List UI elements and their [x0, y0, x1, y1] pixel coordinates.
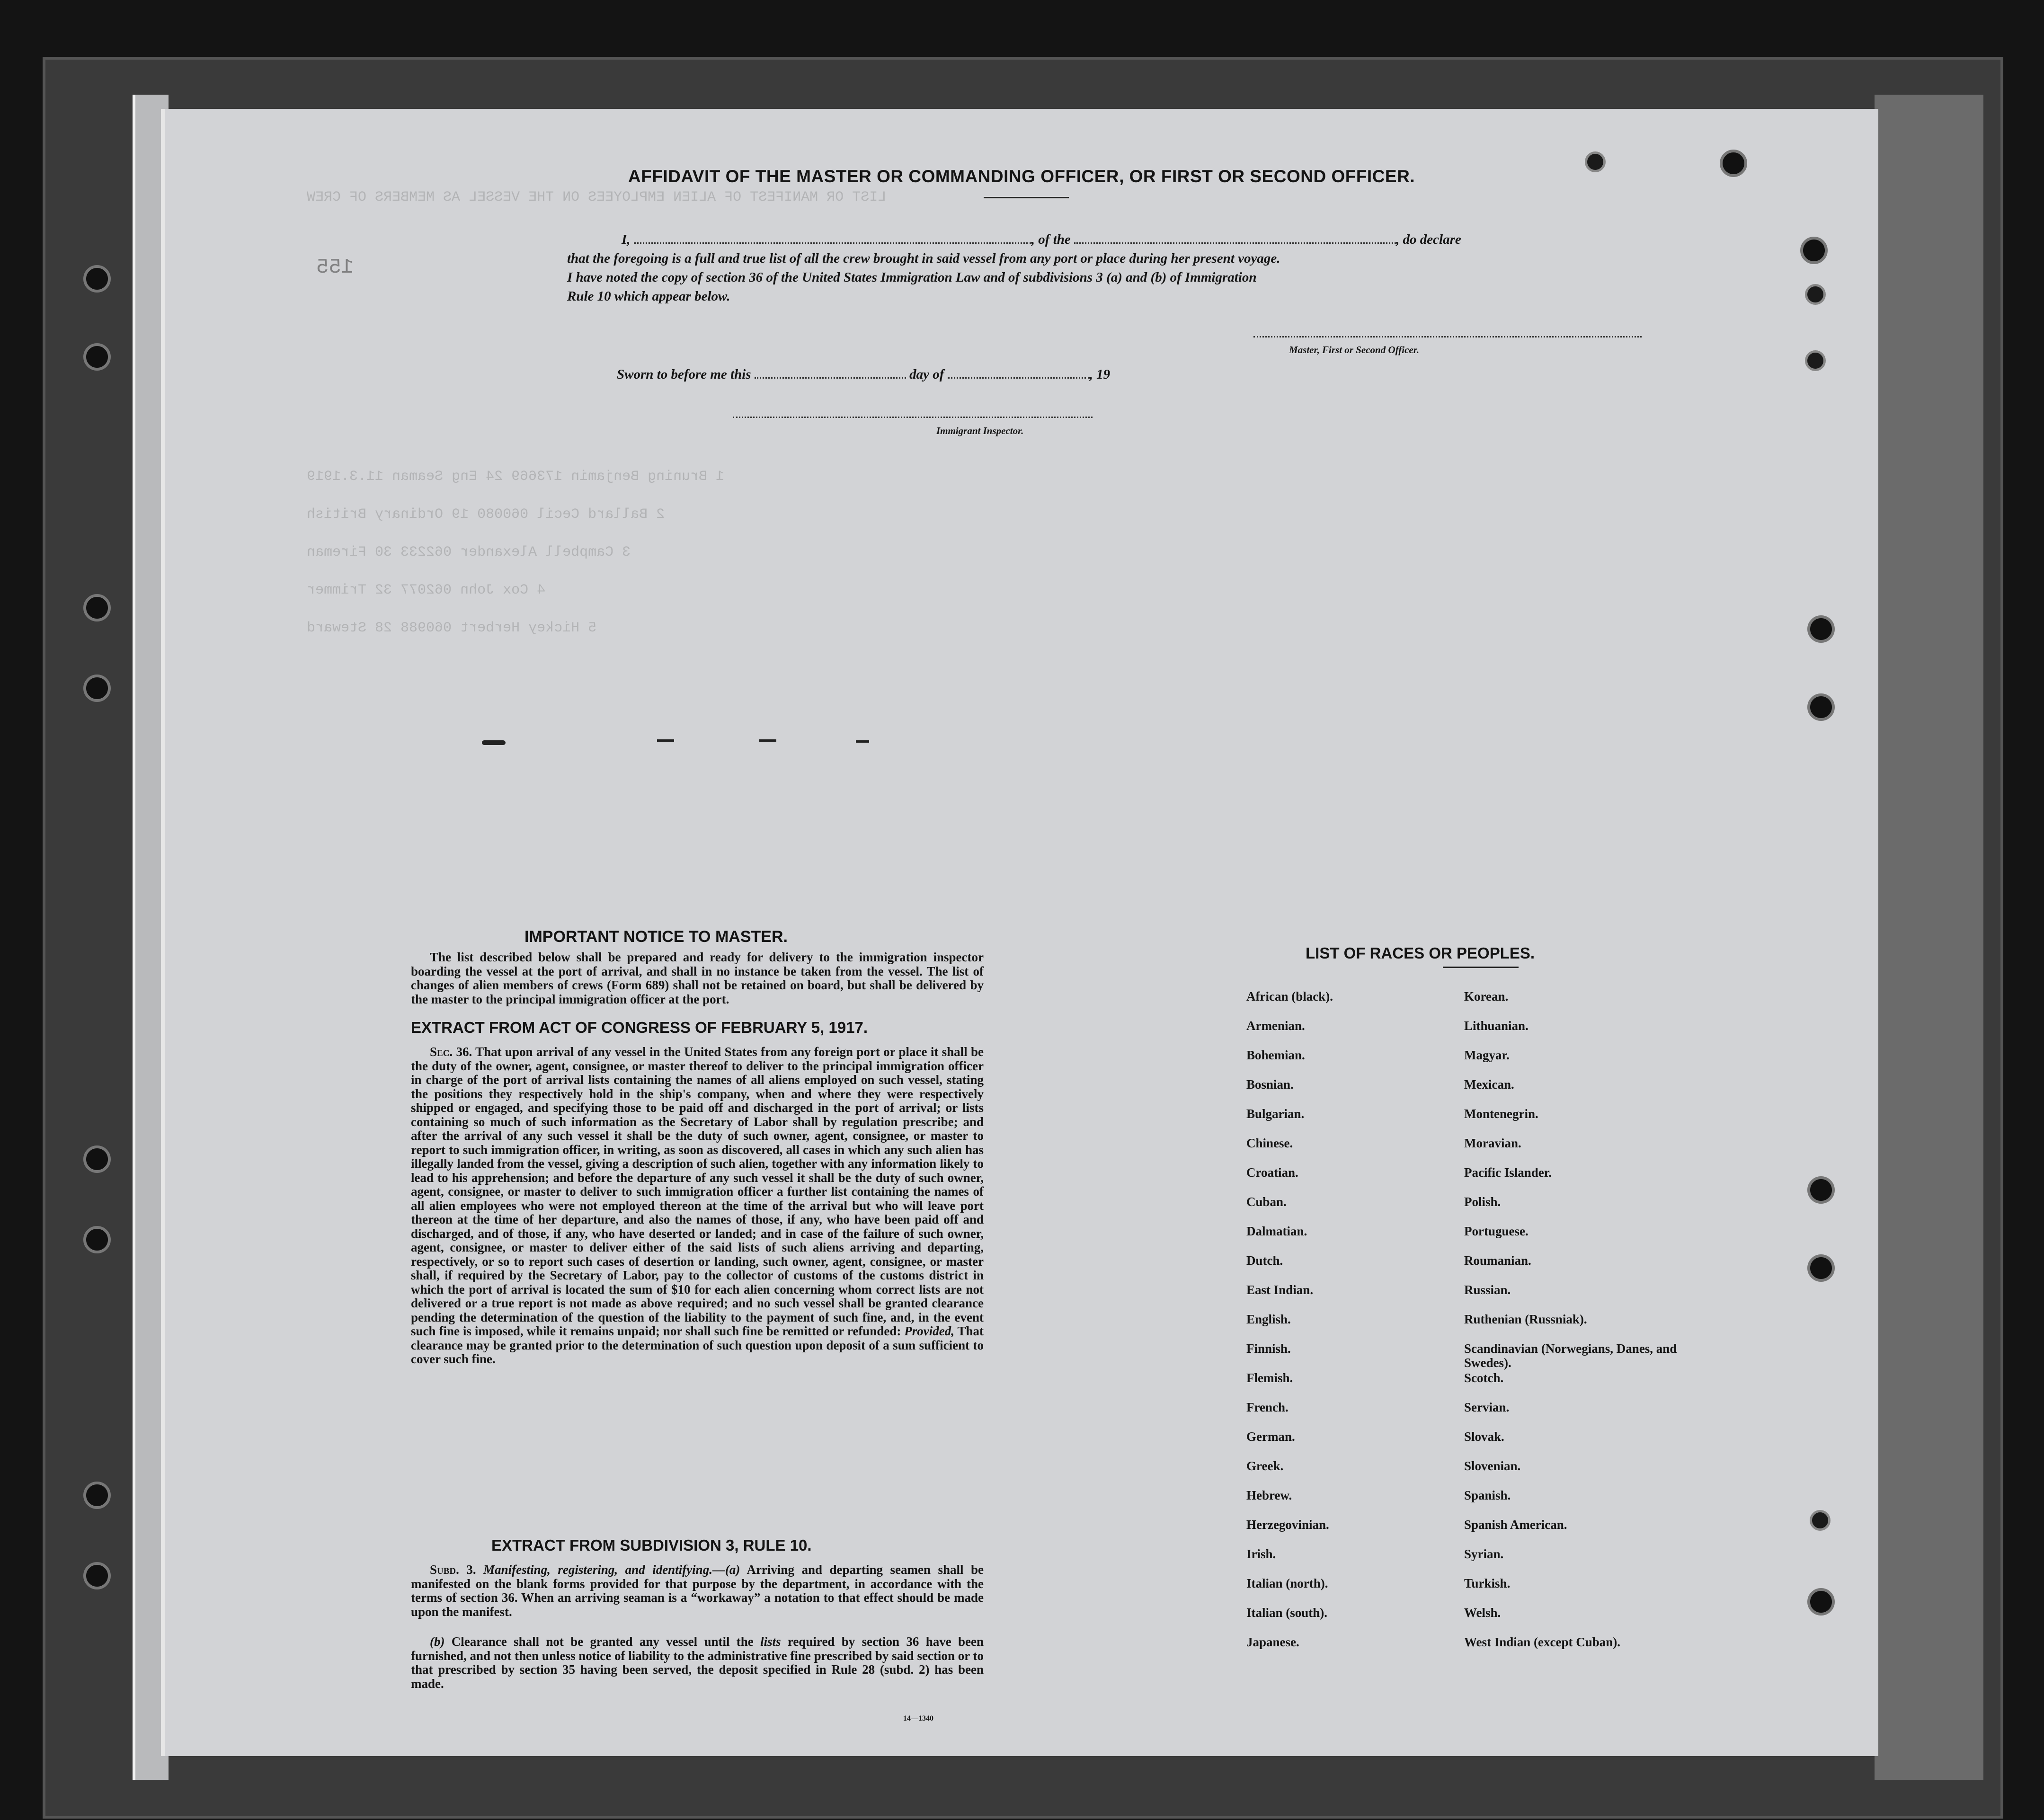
notice-text: The list described below shall be prepared and ready for delivery to the immigration inspector boarding the vessel at the port of arrival, and shall in no instance be taken from the vessel. The list of changes of alien members of crews (Form 689) shall not be retained on board, but shall be delivered by the master to the principal immigration officer at the port.: [411, 950, 984, 1006]
race-item: Spanish.: [1464, 1488, 1511, 1502]
stamp-number: 155: [316, 256, 354, 279]
punch-hole-icon: [1807, 693, 1835, 721]
punch-hole-icon: [1807, 1254, 1835, 1282]
race-item: Scandinavian (Norwegians, Danes, and Swedes).: [1464, 1341, 1677, 1370]
extract-act-text: [411, 1045, 984, 1367]
inspector-signature-line[interactable]: [733, 417, 1093, 418]
subdivision-a-text: [411, 1563, 984, 1619]
binder-hole-icon: [83, 594, 111, 621]
ink-mark: [482, 740, 506, 745]
race-item: Irish.: [1246, 1547, 1276, 1561]
punch-hole-icon: [1810, 1510, 1831, 1531]
race-item: French.: [1246, 1400, 1289, 1414]
ink-mark: [759, 739, 776, 742]
race-item: Dalmatian.: [1246, 1224, 1307, 1238]
race-item: Syrian.: [1464, 1547, 1504, 1561]
affidavit-line-2: that the foregoing is a full and true list of all the crew brought in said vessel from any port or place during her present voyage.: [567, 251, 1280, 266]
race-item: Magyar.: [1464, 1048, 1510, 1062]
punch-hole-icon: [1805, 350, 1826, 371]
subd-b-text-1: Clearance shall not be granted any vessel until the: [451, 1634, 754, 1649]
affidavit-title: AFFIDAVIT OF THE MASTER OR COMMANDING OFFICER, OR FIRST OR SECOND OFFICER.: [628, 167, 1415, 186]
extract-act-title: EXTRACT FROM ACT OF CONGRESS OF FEBRUARY 5, 1917.: [411, 1019, 868, 1036]
binder-hole-icon: [83, 343, 111, 371]
provided-text: Provided,: [904, 1324, 955, 1338]
section-36-text: That upon arrival of any vessel in the United States from any foreign port or place it shall be the duty of the owner, agent, consignee, or master thereof to deliver to the principal immigration officer in charge of the port of arrival lists containing the names of all aliens employed on such vessel, stating the positions they respectively hold in the ship's company, when and where they were respectively shipped or engaged, and specifying those to be paid off and discharged in the port of arrival; or lists containing so much of such information as the Secretary of Labor shall by regulation prescribe; and after the arrival of any such vessel it shall be the duty of such owner, agent, consignee, or master to report to such immigration officer, in writing, as soon as discovered, all cases in which any such alien has illegally landed from the vessel, giving a description of such alien, together with any information likely to lead to his apprehension; and before the departure of any such vessel it shall be the duty of such owner, agent, consignee, or master to deliver to such immigration officer a further list containing the names of all alien employees who were not employed thereon at the time of the arrival but who will leave port thereon at the time of her departure, and also the names of those, if any, who have been paid off and discharged, and of those, if any, who have deserted or landed; and in case of the failure of such owner, agent, consignee, or master to deliver either of the said lists of such aliens arriving and departing, respectively, or so to report such cases of desertion or landing, such owner, agent, consignee, or master shall, if required by the Secretary of Labor, pay to the collector of customs of the customs district in which the port of arrival is located the sum of $10 for each alien concerning whom correct lists are not delivered or a true report is not made as above required; and no such vessel shall be granted clearance pending the determination of the question of the liability to the payment of such fine, and, in the event such fine is imposed, while it remains unpaid; nor shall such fine be remitted or refunded:: [411, 1045, 984, 1338]
race-item: Bohemian.: [1246, 1048, 1305, 1062]
bleed-through-row: 2 Ballard Cecil 060080 19 Ordinary British: [307, 506, 665, 523]
punch-hole-icon: [1807, 615, 1835, 643]
declarant-name-field[interactable]: [634, 242, 1031, 244]
sworn-label: Sworn to before me this: [617, 367, 751, 382]
race-item: Servian.: [1464, 1400, 1510, 1414]
ink-mark: [856, 740, 869, 743]
subd-heading: Manifesting, registering, and identifying.—(a): [483, 1563, 740, 1577]
notice-title: IMPORTANT NOTICE TO MASTER.: [524, 928, 788, 946]
document-page: [161, 109, 1878, 1756]
bleed-through-text: LIST OR MANIFEST OF ALIEN EMPLOYEES ON THE VESSEL AS MEMBERS OF CREW: [307, 189, 887, 205]
race-item: Scotch.: [1464, 1371, 1504, 1385]
form-number: 14—1340: [903, 1714, 933, 1722]
race-item: Spanish American.: [1464, 1518, 1567, 1532]
race-item: Japanese.: [1246, 1635, 1299, 1649]
races-title: LIST OF RACES OR PEOPLES.: [1306, 944, 1535, 962]
of-the-label: , of the: [1031, 232, 1071, 247]
race-item: Cuban.: [1246, 1195, 1287, 1209]
race-item: Welsh.: [1464, 1606, 1501, 1620]
race-item: Roumanian.: [1464, 1253, 1531, 1268]
race-item: Bosnian.: [1246, 1077, 1294, 1092]
race-item: Portuguese.: [1464, 1224, 1529, 1238]
race-item: German.: [1246, 1429, 1295, 1444]
race-item: Chinese.: [1246, 1136, 1293, 1150]
race-item: East Indian.: [1246, 1283, 1314, 1297]
race-item: Turkish.: [1464, 1576, 1511, 1590]
race-item: Italian (south).: [1246, 1606, 1328, 1620]
race-item: Slovenian.: [1464, 1459, 1521, 1473]
year-label: , 19: [1089, 367, 1111, 382]
master-caption: Master, First or Second Officer.: [1289, 344, 1419, 355]
punch-hole-icon: [1800, 237, 1828, 264]
binder-hole-icon: [83, 1562, 111, 1589]
binder-hole-icon: [83, 1226, 111, 1253]
race-item: Greek.: [1246, 1459, 1284, 1473]
ink-mark: [657, 739, 674, 742]
affidavit-line-4: Rule 10 which appear below.: [567, 289, 730, 304]
subd-b-label: (b): [430, 1634, 445, 1649]
race-item: Pacific Islander.: [1464, 1165, 1552, 1180]
bleed-through-row: 4 Cox John 062077 32 Trimmer: [307, 582, 546, 598]
race-item: Mexican.: [1464, 1077, 1514, 1092]
race-item: Dutch.: [1246, 1253, 1283, 1268]
race-item: Bulgarian.: [1246, 1107, 1305, 1121]
subd-a-text: Arriving and departing seamen shall be manifested on the blank forms provided for that purpose by the department, in accordance with the terms of section 36. When an arriving seaman is a “workaway” a notation to that effect should be made upon the manifest.: [411, 1563, 984, 1619]
sworn-day-field[interactable]: [755, 377, 906, 379]
race-item: Moravian.: [1464, 1136, 1521, 1150]
race-item: Polish.: [1464, 1195, 1501, 1209]
race-item: Slovak.: [1464, 1429, 1504, 1444]
extract-rule-title: EXTRACT FROM SUBDIVISION 3, RULE 10.: [491, 1536, 812, 1554]
master-signature-line[interactable]: [1253, 336, 1642, 337]
punch-hole-icon: [1807, 1176, 1835, 1204]
race-item: Montenegrin.: [1464, 1107, 1538, 1121]
scan-shadow: [1875, 95, 1983, 1780]
race-item: West Indian (except Cuban).: [1464, 1635, 1621, 1649]
race-item: Flemish.: [1246, 1371, 1293, 1385]
binder-hole-icon: [83, 265, 111, 293]
binder-hole-icon: [83, 1482, 111, 1509]
punch-hole-icon: [1807, 1588, 1835, 1616]
vessel-name-field[interactable]: [1074, 242, 1396, 244]
subd-b-text-2: required by section 36 have been furnished, and not then unless notice of liability to the administrative fine prescribed by said section or to that prescribed by section 35 having been served, the deposit specified in Rule 28 (subd. 2) has been made.: [411, 1634, 984, 1691]
day-of-label: day of: [909, 367, 944, 382]
race-item: Italian (north).: [1246, 1576, 1328, 1590]
race-item: English.: [1246, 1312, 1291, 1326]
subdivision-b-text: [411, 1635, 984, 1691]
race-item: Herzegovinian.: [1246, 1518, 1329, 1532]
punch-hole-icon: [1805, 284, 1826, 305]
declarant-label: I,: [622, 232, 631, 247]
race-item: Russian.: [1464, 1283, 1511, 1297]
sworn-line: [617, 367, 1110, 382]
race-item: Finnish.: [1246, 1341, 1291, 1356]
bleed-through-row: 3 Campbell Alexander 062233 30 Fireman: [307, 544, 631, 560]
binder-hole-icon: [83, 1145, 111, 1173]
races-right-column: [1464, 989, 1682, 1664]
subd-label: Subd. 3.: [430, 1563, 476, 1577]
inspector-caption: Immigrant Inspector.: [936, 425, 1024, 436]
sworn-month-field[interactable]: [948, 377, 1090, 379]
affidavit-line-1: [622, 232, 1461, 248]
race-item: Lithuanian.: [1464, 1019, 1529, 1033]
race-item: Korean.: [1464, 989, 1509, 1003]
race-item: Armenian.: [1246, 1019, 1305, 1033]
race-item: African (black).: [1246, 989, 1333, 1003]
title-rule: [984, 197, 1069, 198]
affidavit-line-3: I have noted the copy of section 36 of the United States Immigration Law and of subdivisions 3 (a) and (b) of Immigration: [567, 270, 1257, 285]
binder-hole-icon: [83, 675, 111, 702]
section-label: Sec. 36.: [430, 1045, 472, 1059]
races-left-column: [1246, 989, 1333, 1664]
race-item: Croatian.: [1246, 1165, 1298, 1180]
races-title-rule: [1443, 967, 1519, 968]
bleed-through-row: 5 Hickey Herbert 060988 28 Steward: [307, 620, 597, 636]
race-item: Ruthenian (Russniak).: [1464, 1312, 1587, 1326]
race-item: Hebrew.: [1246, 1488, 1292, 1502]
subd-b-lists: lists: [760, 1634, 781, 1649]
bleed-through-row: 1 Bruning Benjamin 173669 24 Eng Seaman 11.3.1919: [307, 469, 725, 485]
declare-label: , do declare: [1396, 232, 1461, 247]
section-36-text-end: That clearance may be granted prior to the determination of such question upon deposit of a sum sufficient to cover such fine.: [411, 1324, 984, 1366]
